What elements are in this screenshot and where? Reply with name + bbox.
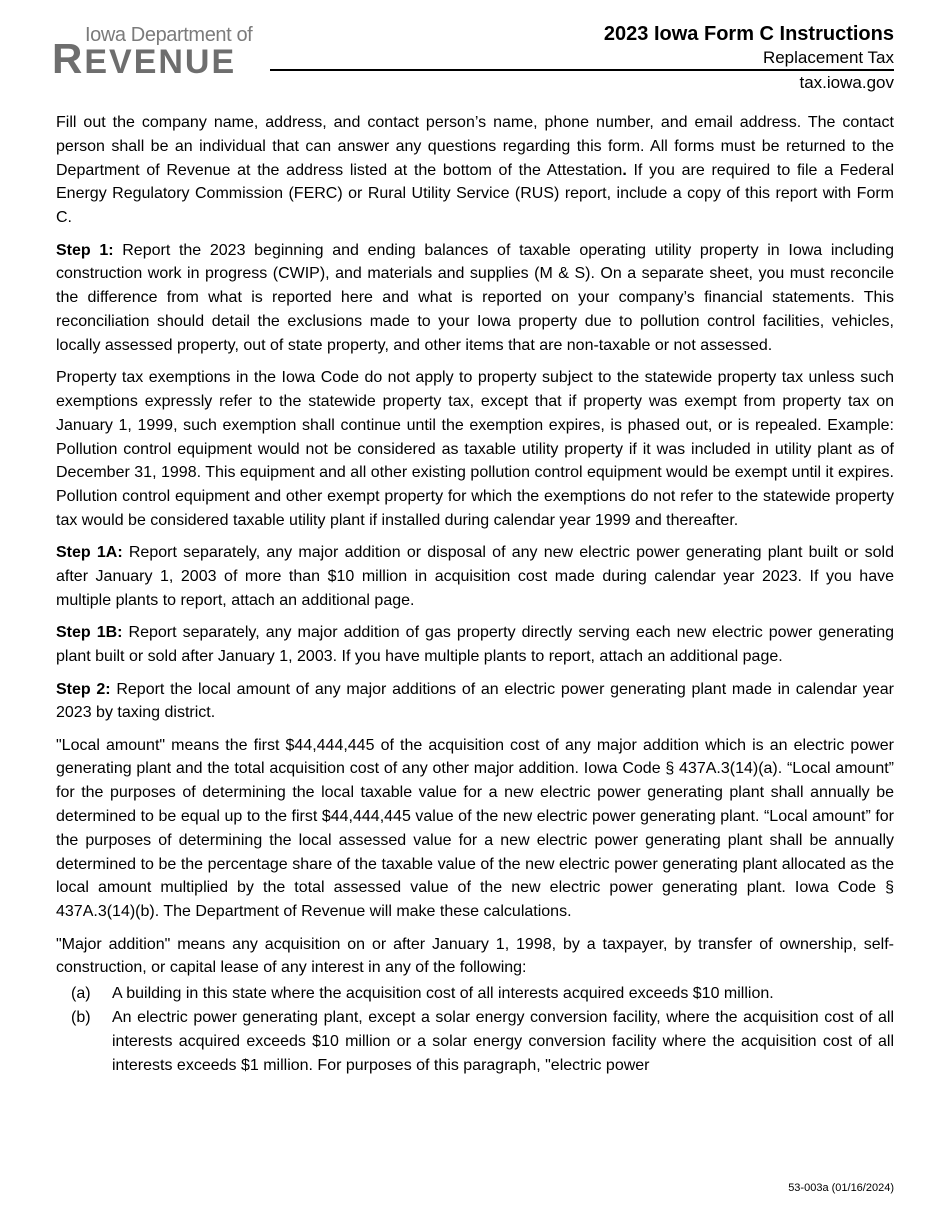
exemptions-paragraph: Property tax exemptions in the Iowa Code do not apply to property subject to the statewide property tax unless such exemptions expressly refer to the statewide property tax, except that if property was exempt from property tax on January 1, 1999, such exemption shall continue until the exemption expires, is phased out, or is repealed. Example: Pollution control equipment would not be considered as taxable utility property if it was included in utility plant as of December 31, 1998. This equipment and all other existing pollution control equipment would be exempt until it expires. Pollution control equipment and other exempt property for which the exemptions do not refer to the statewide property tax would be considered taxable utility plant if installed during calendar year 1999 and thereafter. bbox=[56, 369, 894, 529]
list-item-text: An electric power generating plant, except a solar energy conversion facility, where the acquisition cost of all interests acquired exceeds $10 million or a solar energy conversion facility where the acquisition cost of all interests exceeds $1 million. For purposes of this paragraph, "electric power bbox=[112, 1009, 894, 1074]
step2-text: Report the local amount of any major additions of an electric power generating plant made in calendar year 2023 by taxing district. bbox=[56, 680, 895, 722]
logo-rest: EVENUE bbox=[84, 43, 237, 81]
form-code: 53-003a (01/16/2024) bbox=[788, 1182, 894, 1194]
list-item bbox=[71, 1006, 894, 1077]
document-title: 2023 Iowa Form C Instructions bbox=[603, 23, 894, 45]
instructions-body bbox=[56, 111, 894, 1077]
step2-label: Step 2: bbox=[56, 680, 111, 698]
step1b-label: Step 1B: bbox=[56, 624, 123, 642]
step1-text: Report the 2023 beginning and ending balances of taxable operating utility property in Iowa including construction work in progress (CWIP), and materials and supplies (M & S). On a separate sheet, you must reconcile the difference from what is reported here and what is reported on your company’s financial statements. This reconciliation should detail the exclusions made to your Iowa property due to pollution control facilities, vehicles, locally assessed property, out of state property, and other items that are non-taxable or not assessed. bbox=[56, 241, 895, 354]
step1b-paragraph bbox=[56, 621, 894, 669]
step1a-text: Report separately, any major addition or disposal of any new electric power generating plant built or sold after January 1, 2003 of more than $10 million in acquisition cost made during calendar year 2023. If you have multiple plants to report, attach an additional page. bbox=[56, 544, 894, 609]
website-url: tax.iowa.gov bbox=[799, 73, 894, 92]
document-subtitle: Replacement Tax bbox=[762, 48, 894, 67]
intro-paragraph bbox=[56, 111, 894, 230]
intro-period: . bbox=[622, 161, 627, 179]
step1a-label: Step 1A: bbox=[56, 544, 123, 562]
step1b-text: Report separately, any major addition of gas property directly serving each new electric power generating plant built or sold after January 1, 2003. If you have multiple plants to report, attach an additional page. bbox=[56, 624, 894, 666]
logo-agency-line: Iowa Department of bbox=[85, 24, 253, 46]
list-item bbox=[71, 982, 894, 1006]
step1-label: Step 1: bbox=[56, 241, 114, 259]
logo-wordmark bbox=[52, 35, 237, 82]
iowa-revenue-logo bbox=[52, 24, 262, 82]
step2-paragraph bbox=[56, 678, 894, 726]
logo-initial: R bbox=[52, 35, 85, 82]
header-rule bbox=[270, 69, 894, 71]
step1-paragraph bbox=[56, 239, 894, 358]
major-addition-paragraph: "Major addition" means any acquisition on or after January 1, 1998, by a taxpayer, by transfer of ownership, self-construction, or capital lease of any interest in any of the following: bbox=[56, 935, 894, 977]
list-item-label: (b) bbox=[71, 1009, 91, 1027]
intro-text-b: If you are required to file a Federal Energy Regulatory Commission (FERC) or Rural Utility Service (RUS) report, include a copy of this report with Form C. bbox=[56, 161, 894, 227]
major-addition-list bbox=[56, 982, 894, 1077]
list-item-text: A building in this state where the acquisition cost of all interests acquired exceeds $10 million. bbox=[112, 985, 774, 1003]
intro-text-a: Fill out the company name, address, and contact person’s name, phone number, and email address. The contact person shall be an individual that can answer any questions regarding this form. All forms must be returned to the Department of Revenue at the address listed at the bottom of the Attestation bbox=[56, 114, 894, 179]
list-item-label: (a) bbox=[71, 985, 91, 1003]
step1a-paragraph bbox=[56, 541, 894, 612]
local-amount-paragraph: "Local amount" means the first $44,444,445 of the acquisition cost of any major addition which is an electric power generating plant and the total acquisition cost of any other major addition. Iowa Code § 437A.3(14)(a). “Local amount” for the purposes of determining the local taxable value for a new electric power generating plant shall annually be determined to be equal up to the first $44,444,445 value of the new electric power generating plant. “Local amount” for the purposes of determining the local assessed value for a new electric power generating plant shall be annually determined to be the percentage share of the taxable value of the new electric power generating plant allocated as the local amount multiplied by the total assessed value of the new electric power generating plant. Iowa Code § 437A.3(14)(b). The Department of Revenue will make these calculations. bbox=[56, 736, 894, 921]
